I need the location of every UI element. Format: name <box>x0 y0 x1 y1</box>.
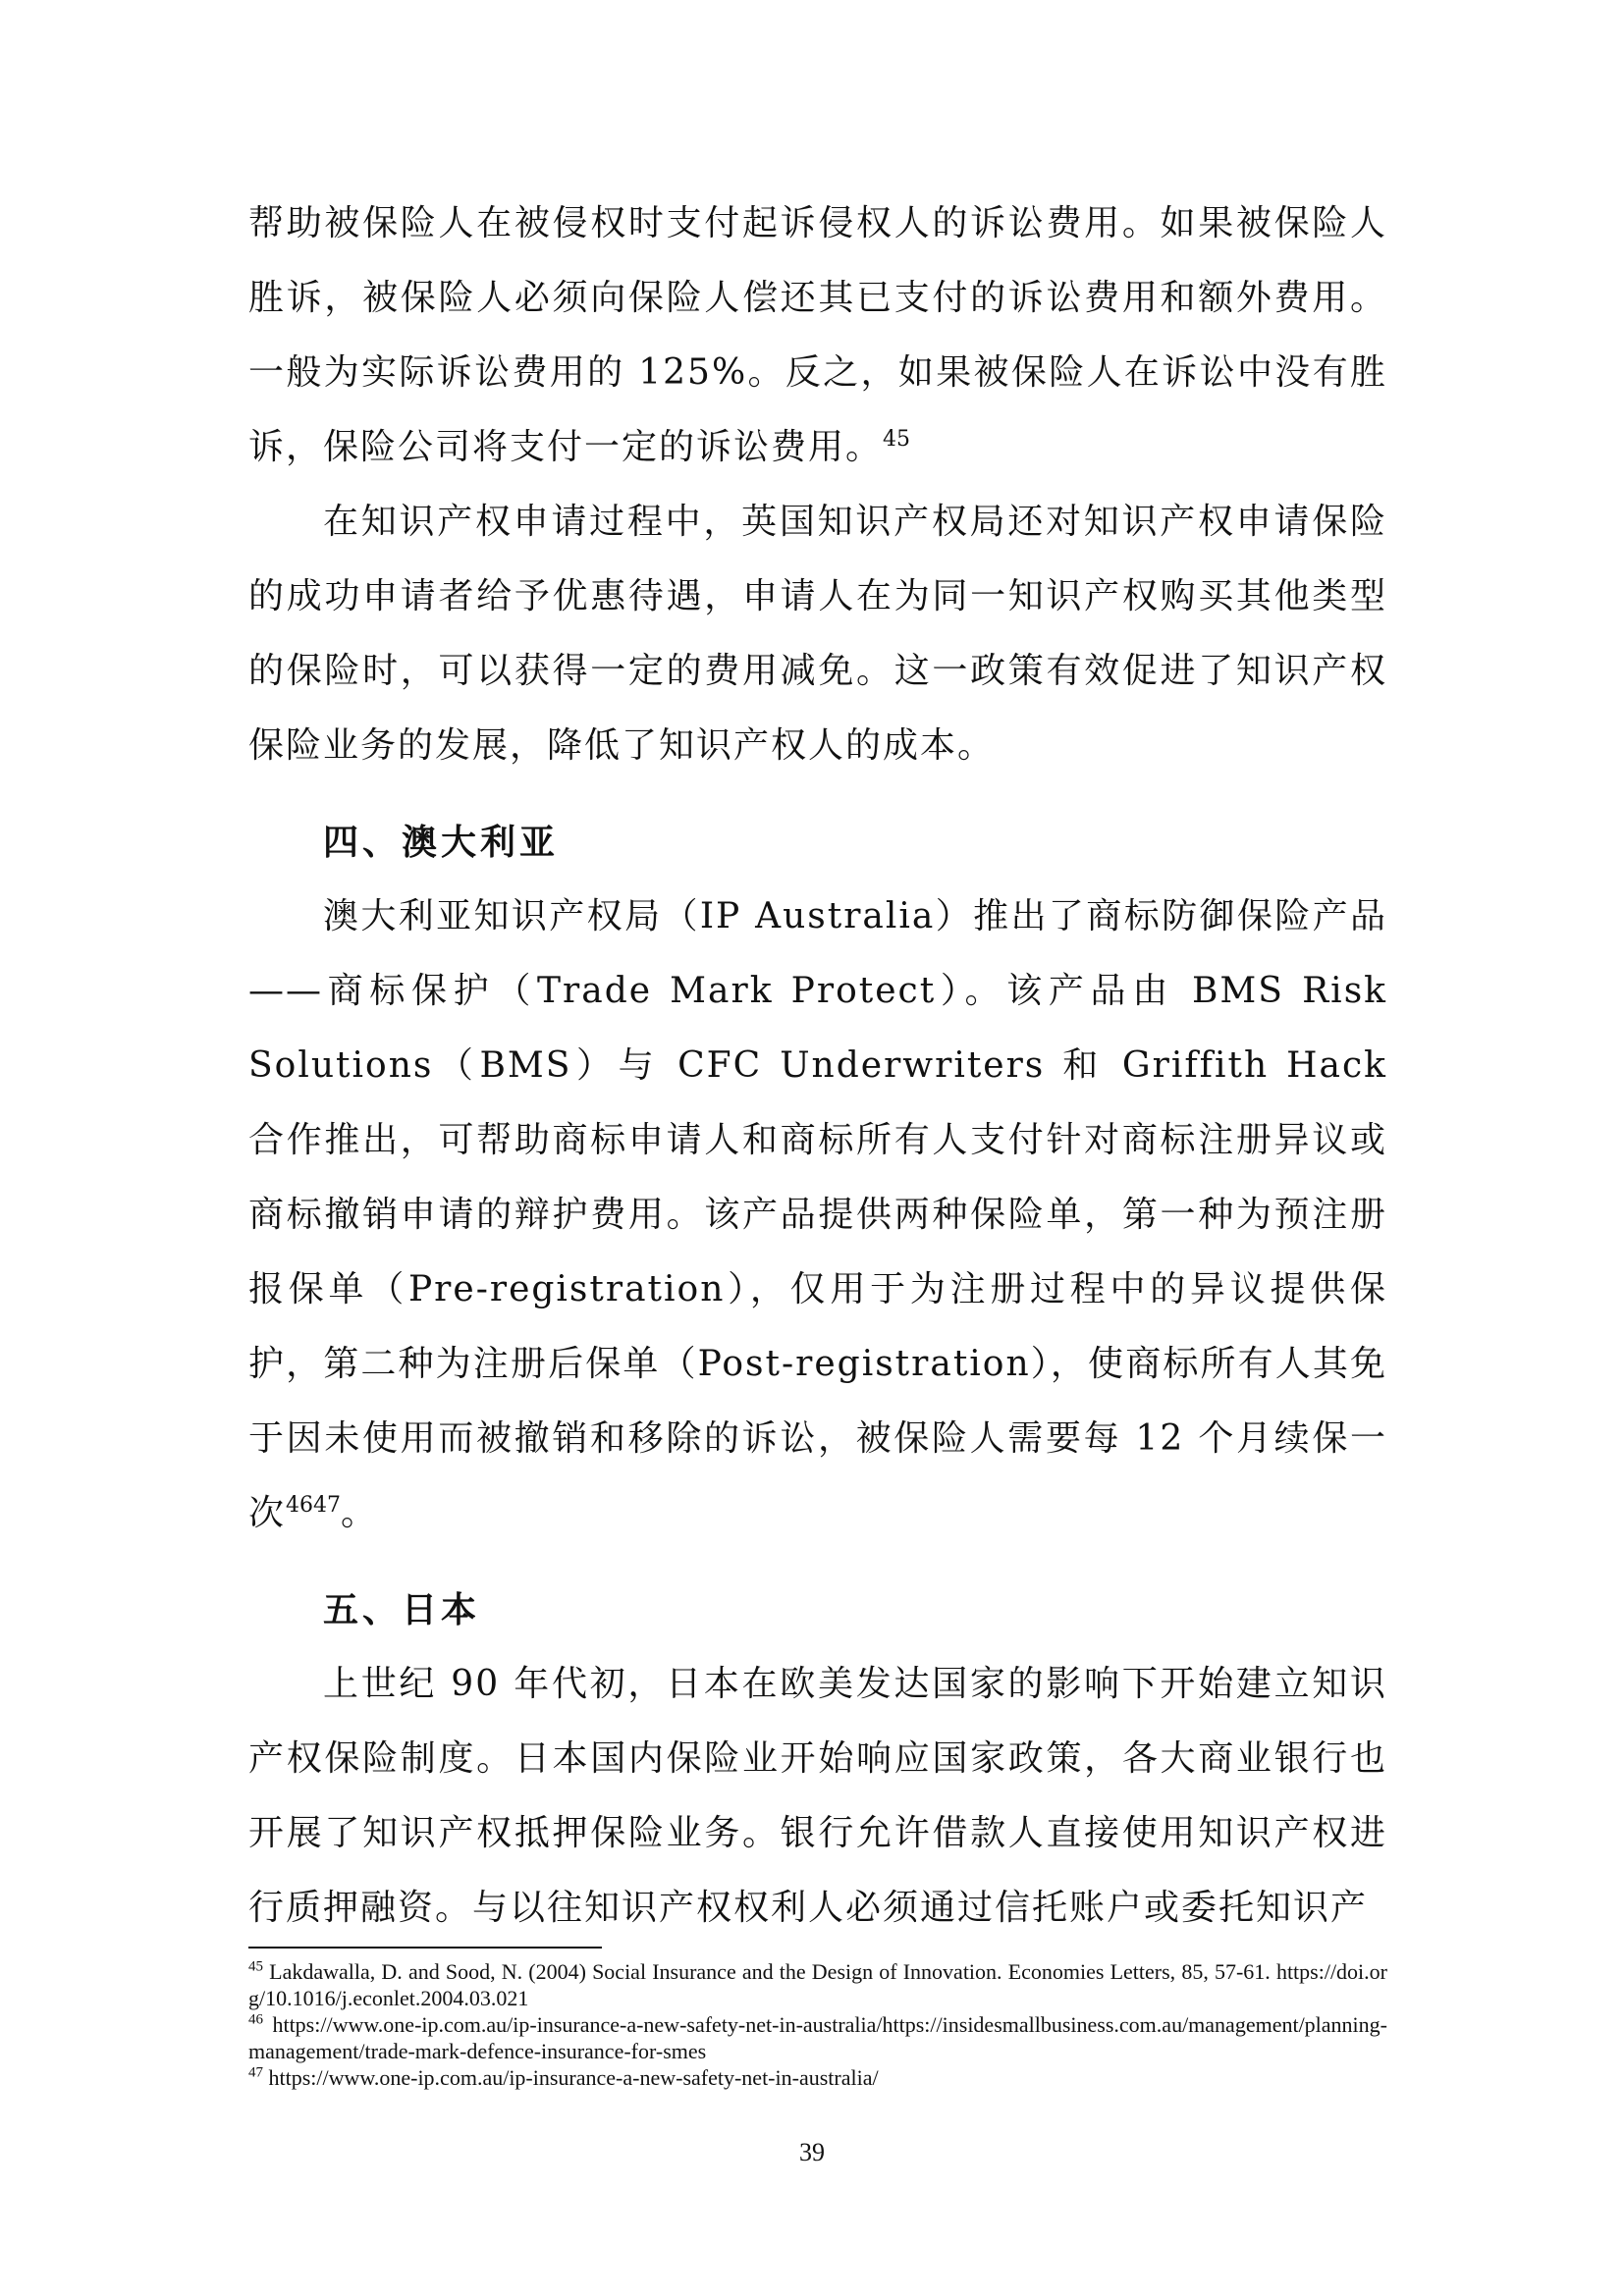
footnote-text: Lakdawalla, D. and Sood, N. (2004) Social Insurance and the Design of Innovation. Economies Letters, 85, 57-61. https://doi.org/10.1016/j.econlet.2004.03.021 <box>248 1959 1388 2010</box>
footnotes <box>248 1958 1387 2091</box>
section-heading-australia: 四、澳大利亚 <box>323 822 560 863</box>
footnote-separator <box>248 1947 602 1949</box>
paragraph-text: 澳大利亚知识产权局（IP Australia）推出了商标防御保险产品——商标保护（Trade Mark Protect）。该产品由 BMS Risk Solutions（BMS）与 CFC Underwriters 和 Griffith Hack 合作推出，可帮助商标申请人和商标所有人支付针对商标注册异议或商标撤销申请的辩护费用。该产品提供两种保险单，第一种为预注册报保单（Pre-registration），仅用于为注册过程中的异议提供保护，第二种为注册后保单（Post-registration），使商标所有人其免于因未使用而被撤销和移除的诉讼，被保险人需要每 12 个月续保一次 <box>248 896 1387 1533</box>
footnote-link[interactable]: https://www.one-ip.com.au/ip-insurance-a-new-safety-net-in-australia/ <box>268 2065 879 2090</box>
footnote-number: 46 <box>248 2011 263 2028</box>
footnote-link[interactable]: https://www.one-ip.com.au/ip-insurance-a-new-safety-net-in-australia/https://insidesmallbusiness.com.au/management/planning-management/trade-mark-defence-insurance-for-smes <box>248 2012 1387 2063</box>
footnote-ref-45[interactable]: 45 <box>883 427 911 452</box>
footnote-47 <box>248 2064 1387 2091</box>
paragraph-text: 在知识产权申请过程中，英国知识产权局还对知识产权申请保险的成功申请者给予优惠待遇，申请人在为同一知识产权购买其他类型的保险时，可以获得一定的费用减免。这一政策有效促进了知识产权保险业务的发展，降低了知识产权人的成本。 <box>248 502 1387 766</box>
footnote-ref-46-47[interactable]: 4647 <box>286 1493 342 1518</box>
paragraph-tail: 。 <box>341 1493 379 1533</box>
page-number: 39 <box>799 2138 825 2166</box>
footnote-number: 45 <box>248 1958 263 1975</box>
paragraph-text: 上世纪 90 年代初，日本在欧美发达国家的影响下开始建立知识产权保险制度。日本国内保险业开始响应国家政策，各大商业银行也开展了知识产权抵押保险业务。银行允许借款人直接使用知识产权进行质押融资。与以往知识产权权利人必须通过信托账户或委托知识产 <box>248 1664 1387 1928</box>
paragraph-australia <box>248 880 1387 1551</box>
paragraph-japan <box>248 1647 1387 1946</box>
footnote-46 <box>248 2011 1387 2064</box>
body-text <box>248 187 1387 1946</box>
paragraph-uk-ipo-policy <box>248 485 1387 783</box>
footnote-45 <box>248 1958 1387 2011</box>
paragraph-text: 帮助被保险人在被侵权时支付起诉侵权人的诉讼费用。如果被保险人胜诉，被保险人必须向保险人偿还其已支付的诉讼费用和额外费用。一般为实际诉讼费用的 125%。反之，如果被保险人在诉讼中没有胜诉，保险公司将支付一定的诉讼费用。 <box>248 203 1387 467</box>
section-heading-japan: 五、日本 <box>323 1589 481 1630</box>
footnote-number: 47 <box>248 2064 263 2081</box>
paragraph-litigation-costs <box>248 187 1387 485</box>
